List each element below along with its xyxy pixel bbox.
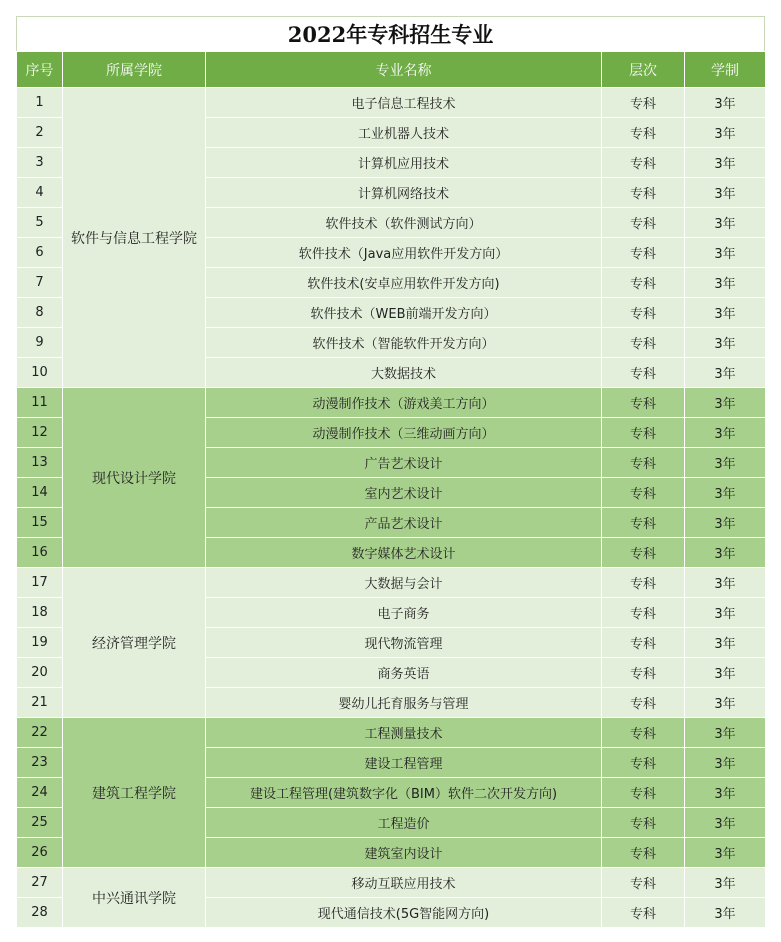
school-cell: 中兴通讯学院	[63, 868, 206, 928]
duration-cell: 3年	[685, 388, 766, 418]
header-row	[17, 52, 766, 88]
row-number: 23	[17, 748, 63, 778]
major-name: 软件技术（Java应用软件开发方向）	[206, 238, 602, 268]
duration-cell: 3年	[685, 838, 766, 868]
row-number: 28	[17, 898, 63, 928]
duration-cell: 3年	[685, 748, 766, 778]
table-row	[17, 388, 766, 418]
row-number: 24	[17, 778, 63, 808]
duration-cell: 3年	[685, 238, 766, 268]
row-number: 21	[17, 688, 63, 718]
school-cell: 建筑工程学院	[63, 718, 206, 868]
row-number: 9	[17, 328, 63, 358]
major-name: 动漫制作技术（三维动画方向）	[206, 418, 602, 448]
major-name: 现代物流管理	[206, 628, 602, 658]
level-cell: 专科	[602, 568, 685, 598]
row-number: 4	[17, 178, 63, 208]
major-name: 大数据与会计	[206, 568, 602, 598]
level-cell: 专科	[602, 718, 685, 748]
row-number: 26	[17, 838, 63, 868]
majors-table	[16, 51, 766, 928]
major-name: 室内艺术设计	[206, 478, 602, 508]
row-number: 3	[17, 148, 63, 178]
major-name: 工程测量技术	[206, 718, 602, 748]
duration-cell: 3年	[685, 268, 766, 298]
level-cell: 专科	[602, 358, 685, 388]
row-number: 7	[17, 268, 63, 298]
major-name: 建筑室内设计	[206, 838, 602, 868]
duration-cell: 3年	[685, 568, 766, 598]
major-name: 商务英语	[206, 658, 602, 688]
level-cell: 专科	[602, 628, 685, 658]
row-number: 19	[17, 628, 63, 658]
level-cell: 专科	[602, 448, 685, 478]
school-cell: 经济管理学院	[63, 568, 206, 718]
major-name: 工程造价	[206, 808, 602, 838]
level-cell: 专科	[602, 418, 685, 448]
major-name: 广告艺术设计	[206, 448, 602, 478]
level-cell: 专科	[602, 688, 685, 718]
level-cell: 专科	[602, 88, 685, 118]
row-number: 20	[17, 658, 63, 688]
header-major: 专业名称	[206, 52, 602, 88]
major-name: 电子商务	[206, 598, 602, 628]
duration-cell: 3年	[685, 148, 766, 178]
duration-cell: 3年	[685, 118, 766, 148]
level-cell: 专科	[602, 298, 685, 328]
major-name: 建设工程管理(建筑数字化（BIM）软件二次开发方向)	[206, 778, 602, 808]
level-cell: 专科	[602, 598, 685, 628]
duration-cell: 3年	[685, 598, 766, 628]
major-name: 动漫制作技术（游戏美工方向）	[206, 388, 602, 418]
row-number: 27	[17, 868, 63, 898]
school-cell: 现代设计学院	[63, 388, 206, 568]
major-name: 软件技术（软件测试方向）	[206, 208, 602, 238]
level-cell: 专科	[602, 238, 685, 268]
row-number: 12	[17, 418, 63, 448]
duration-cell: 3年	[685, 358, 766, 388]
level-cell: 专科	[602, 868, 685, 898]
duration-cell: 3年	[685, 298, 766, 328]
level-cell: 专科	[602, 208, 685, 238]
duration-cell: 3年	[685, 448, 766, 478]
major-name: 移动互联应用技术	[206, 868, 602, 898]
major-name: 数字媒体艺术设计	[206, 538, 602, 568]
major-name: 产品艺术设计	[206, 508, 602, 538]
row-number: 10	[17, 358, 63, 388]
major-name: 软件技术(安卓应用软件开发方向)	[206, 268, 602, 298]
duration-cell: 3年	[685, 808, 766, 838]
level-cell: 专科	[602, 148, 685, 178]
major-name: 软件技术（WEB前端开发方向）	[206, 298, 602, 328]
row-number: 18	[17, 598, 63, 628]
header-years: 学制	[685, 52, 766, 88]
level-cell: 专科	[602, 328, 685, 358]
level-cell: 专科	[602, 268, 685, 298]
row-number: 8	[17, 298, 63, 328]
level-cell: 专科	[602, 658, 685, 688]
duration-cell: 3年	[685, 538, 766, 568]
row-number: 6	[17, 238, 63, 268]
duration-cell: 3年	[685, 88, 766, 118]
major-name: 计算机应用技术	[206, 148, 602, 178]
row-number: 2	[17, 118, 63, 148]
level-cell: 专科	[602, 508, 685, 538]
header-level: 层次	[602, 52, 685, 88]
header-no: 序号	[17, 52, 63, 88]
level-cell: 专科	[602, 118, 685, 148]
table-body	[17, 88, 766, 928]
duration-cell: 3年	[685, 478, 766, 508]
duration-cell: 3年	[685, 778, 766, 808]
school-cell: 软件与信息工程学院	[63, 88, 206, 388]
duration-cell: 3年	[685, 178, 766, 208]
row-number: 22	[17, 718, 63, 748]
duration-cell: 3年	[685, 898, 766, 928]
major-name: 现代通信技术(5G智能网方向)	[206, 898, 602, 928]
duration-cell: 3年	[685, 868, 766, 898]
major-name: 计算机网络技术	[206, 178, 602, 208]
row-number: 13	[17, 448, 63, 478]
major-name: 软件技术（智能软件开发方向）	[206, 328, 602, 358]
major-name: 建设工程管理	[206, 748, 602, 778]
enrollment-sheet	[16, 16, 765, 928]
duration-cell: 3年	[685, 718, 766, 748]
row-number: 25	[17, 808, 63, 838]
level-cell: 专科	[602, 538, 685, 568]
row-number: 16	[17, 538, 63, 568]
duration-cell: 3年	[685, 208, 766, 238]
major-name: 工业机器人技术	[206, 118, 602, 148]
row-number: 15	[17, 508, 63, 538]
duration-cell: 3年	[685, 688, 766, 718]
duration-cell: 3年	[685, 328, 766, 358]
row-number: 14	[17, 478, 63, 508]
row-number: 5	[17, 208, 63, 238]
duration-cell: 3年	[685, 658, 766, 688]
header-school: 所属学院	[63, 52, 206, 88]
row-number: 1	[17, 88, 63, 118]
level-cell: 专科	[602, 808, 685, 838]
table-row	[17, 88, 766, 118]
level-cell: 专科	[602, 838, 685, 868]
table-row	[17, 868, 766, 898]
row-number: 11	[17, 388, 63, 418]
level-cell: 专科	[602, 478, 685, 508]
major-name: 婴幼儿托育服务与管理	[206, 688, 602, 718]
table-row	[17, 718, 766, 748]
major-name: 电子信息工程技术	[206, 88, 602, 118]
duration-cell: 3年	[685, 418, 766, 448]
major-name: 大数据技术	[206, 358, 602, 388]
level-cell: 专科	[602, 748, 685, 778]
table-title: 2022年专科招生专业	[16, 16, 765, 51]
row-number: 17	[17, 568, 63, 598]
duration-cell: 3年	[685, 628, 766, 658]
table-row	[17, 568, 766, 598]
duration-cell: 3年	[685, 508, 766, 538]
level-cell: 专科	[602, 178, 685, 208]
level-cell: 专科	[602, 388, 685, 418]
level-cell: 专科	[602, 778, 685, 808]
level-cell: 专科	[602, 898, 685, 928]
